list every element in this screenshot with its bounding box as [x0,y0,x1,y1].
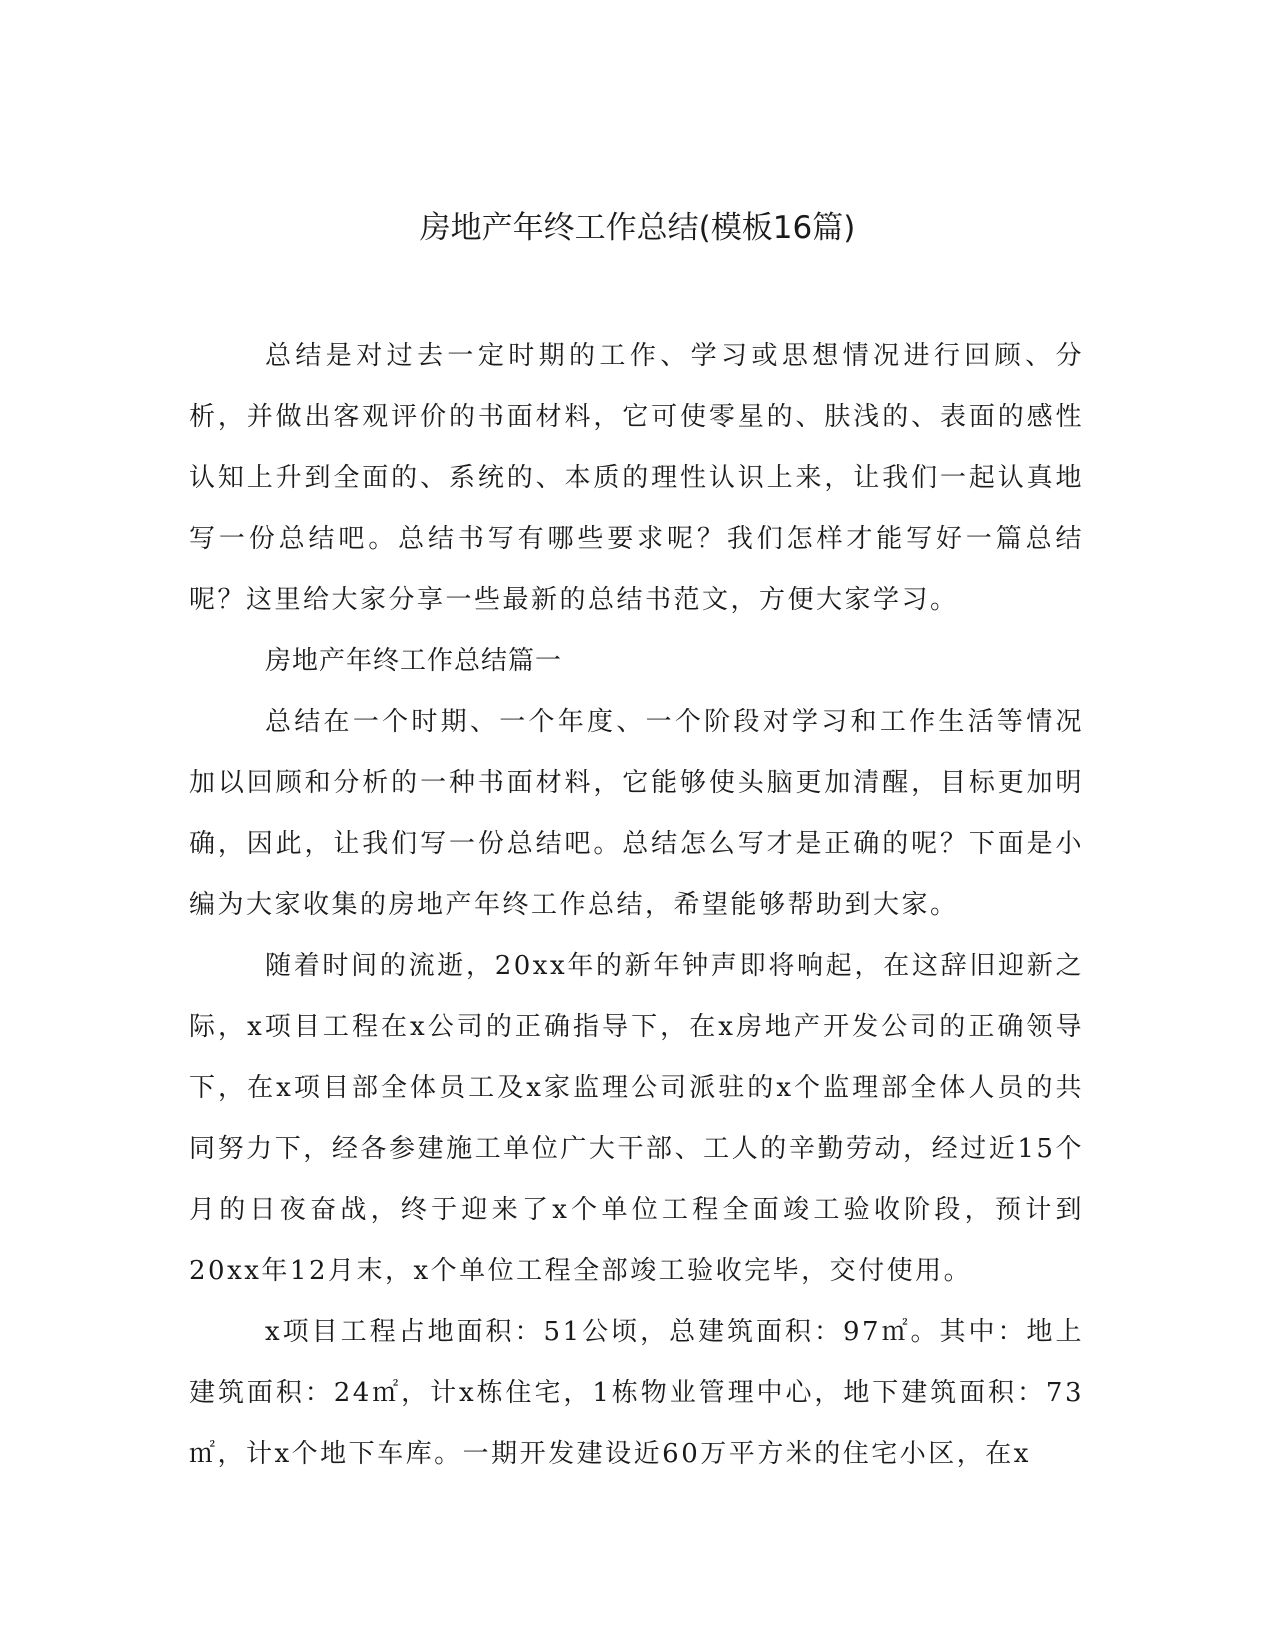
body-paragraph: x项目工程占地面积：51公顷，总建筑面积：97㎡。其中：地上建筑面积：24㎡，计x栋住宅，1栋物业管理中心，地下建筑面积：73㎡，计x个地下车库。一期开发建设近60万平方米的住宅小区，在x [189,1317,1084,1469]
intro-paragraph: 总结是对过去一定时期的工作、学习或思想情况进行回顾、分析，并做出客观评价的书面材料，它可使零星的、肤浅的、表面的感性认知上升到全面的、系统的、本质的理性认识上来，让我们一起认真地写一份总结吧。总结书写有哪些要求呢？我们怎样才能写好一篇总结呢？这里给大家分享一些最新的总结书范文，方便大家学习。 [189,341,1084,615]
section-heading: 房地产年终工作总结篇一 [265,646,563,676]
document-body [189,326,1084,1485]
document-title: 房地产年终工作总结(模板16篇) [419,210,856,246]
body-paragraph: 总结在一个时期、一个年度、一个阶段对学习和工作生活等情况加以回顾和分析的一种书面材料，它能够使头脑更加清醒，目标更加明确，因此，让我们写一份总结吧。总结怎么写才是正确的呢？下面是小编为大家收集的房地产年终工作总结，希望能够帮助到大家。 [189,707,1084,920]
body-paragraph: 随着时间的流逝，20xx年的新年钟声即将响起，在这辞旧迎新之际，x项目工程在x公司的正确指导下，在x房地产开发公司的正确领导下，在x项目部全体员工及x家监理公司派驻的x个监理部全体人员的共同努力下，经各参建施工单位广大干部、工人的辛勤劳动，经过近15个月的日夜奋战，终于迎来了x个单位工程全面竣工验收阶段，预计到20xx年12月末，x个单位工程全部竣工验收完毕，交付使用。 [189,951,1084,1286]
